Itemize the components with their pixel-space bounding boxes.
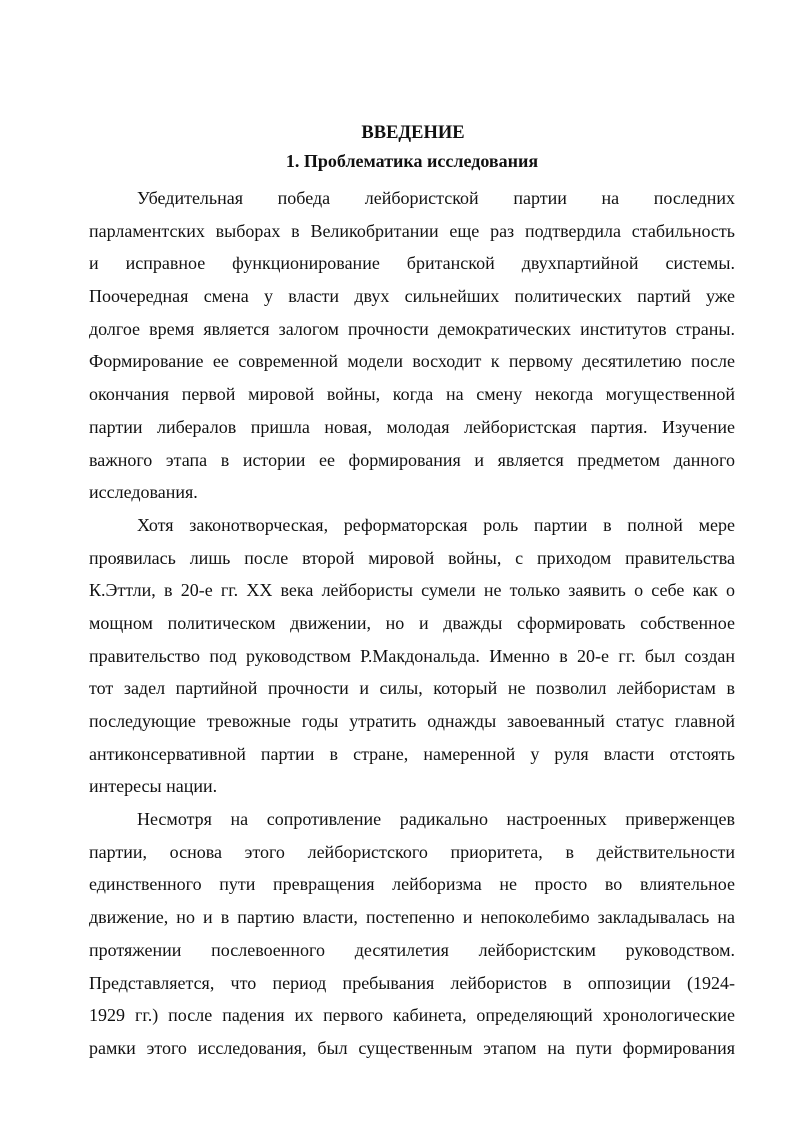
text-line: окончания первой мировой войны, когда на смену некогда могущественной xyxy=(89,384,735,405)
text-line: Несмотря на сопротивление радикально настроенных приверженцев xyxy=(137,809,735,830)
text-line: Поочередная смена у власти двух сильнейших политических партий уже xyxy=(89,286,735,307)
paragraph xyxy=(89,509,735,803)
text-line: партии, основа этого лейбористского приоритета, в действительности xyxy=(89,841,735,862)
text-line: интересы нации. xyxy=(89,776,218,797)
document-body xyxy=(89,122,735,1065)
text-line: К.Эттли, в 20-е гг. XX века лейбористы сумели не только заявить о себе как о xyxy=(89,580,735,601)
text-line: протяжении послевоенного десятилетия лейбористским руководством. xyxy=(89,939,735,960)
paragraph xyxy=(89,182,735,509)
paragraph xyxy=(89,803,735,1065)
text-line: парламентских выборах в Великобритании еще раз подтвердила стабильность xyxy=(89,220,735,241)
text-line: движение, но и в партию власти, постепенно и непоколебимо закладывалась на xyxy=(89,907,735,928)
page-heading: ВВЕДЕНИЕ xyxy=(361,123,465,143)
text-line: долгое время является залогом прочности демократических институтов страны. xyxy=(89,318,735,339)
paragraphs-container xyxy=(89,182,735,1065)
text-line: правительство под руководством Р.Макдональда. Именно в 20-е гг. был создан xyxy=(89,645,735,666)
text-line: Представляется, что период пребывания лейбористов в оппозиции (1924- xyxy=(89,972,735,993)
text-line: Хотя законотворческая, реформаторская роль партии в полной мере xyxy=(137,514,735,535)
text-line: антиконсервативной партии в стране, намеренной у руля власти отстоять xyxy=(89,743,735,764)
section-title: 1. Проблематика исследования xyxy=(285,151,539,171)
text-line: исследования. xyxy=(89,482,198,503)
text-line: и исправное функционирование британской двухпартийной системы. xyxy=(89,253,735,274)
text-line: рамки этого исследования, был существенным этапом на пути формирования xyxy=(89,1037,735,1058)
text-line: Формирование ее современной модели восходит к первому десятилетию после xyxy=(89,351,735,372)
text-line: единственного пути превращения лейборизма не просто во влиятельное xyxy=(89,874,735,895)
text-line: последующие тревожные годы утратить однажды завоеванный статус главной xyxy=(89,711,735,731)
text-line: Убедительная победа лейбористской партии на последних xyxy=(137,188,735,208)
text-line: проявилась лишь после второй мировой войны, с приходом правительства xyxy=(89,547,735,568)
text-line: важного этапа в истории ее формирования и является предметом данного xyxy=(89,449,735,470)
text-line: мощном политическом движении, но и дважды сформировать собственное xyxy=(89,612,735,633)
text-line: партии либералов пришла новая, молодая лейбористская партия. Изучение xyxy=(89,416,735,437)
text-line: тот задел партийной прочности и силы, который не позволил лейбористам в xyxy=(89,678,735,699)
text-line: 1929 гг.) после падения их первого кабинета, определяющий хронологические xyxy=(89,1005,735,1026)
